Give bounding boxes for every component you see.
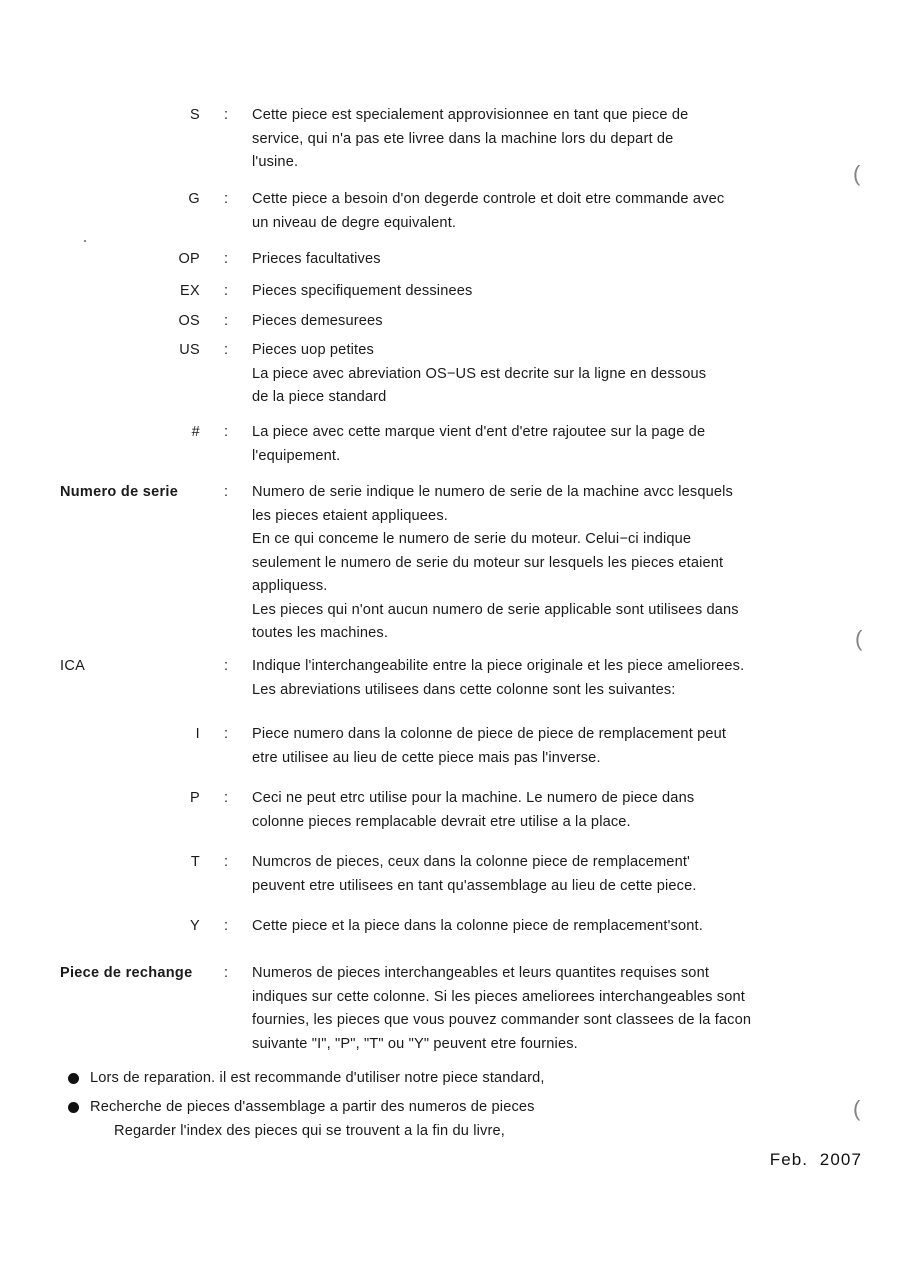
definition-line: Prieces facultatives (252, 251, 381, 267)
definition-body (252, 104, 850, 175)
definition-body (252, 723, 850, 770)
footer-date: Feb. 2007 (769, 1150, 862, 1169)
definition-line: peuvent etre utilisees en tant qu'assemblage au lieu de cette piece. (252, 877, 697, 894)
definition-label: OP (178, 251, 200, 267)
definition-colon: : (223, 484, 229, 500)
definition-label: T (190, 854, 200, 870)
definition-colon: : (223, 965, 229, 981)
definition-line: les pieces etaient appliquees. (252, 507, 448, 524)
definition-body (252, 962, 860, 1056)
bullet-filled-circle-icon (68, 1067, 90, 1091)
definition-row-i (60, 723, 850, 770)
definition-line: Ceci ne peut etrc utilise pour la machine. Le numero de piece dans (252, 790, 695, 806)
definition-line: Cette piece est specialement approvisionnee en tant que piece de (252, 107, 689, 123)
definition-line: Cette piece a besoin d'on degerde controle et doit etre commande avec (252, 191, 725, 207)
definition-label: ICA (60, 658, 86, 674)
scan-artifact-mark: ( (853, 161, 861, 186)
note-line: Recherche de pieces d'assemblage a partir des numeros de pieces (90, 1099, 535, 1115)
definition-line: appliquess. (252, 578, 328, 594)
definition-row-op (60, 248, 850, 272)
note-body (90, 1067, 848, 1091)
definition-colon: : (223, 726, 229, 742)
definition-colon: : (223, 283, 229, 299)
definition-line: toutes les machines. (252, 625, 389, 641)
definition-line: Pieces demesurees (252, 313, 383, 329)
definition-body (252, 248, 850, 272)
definition-colon: : (223, 854, 229, 870)
definition-line: Pieces specifiquement dessinees (252, 283, 473, 299)
definition-body (252, 339, 850, 410)
definition-row-s (60, 104, 850, 175)
definition-label: S (190, 107, 200, 123)
definition-body (252, 188, 850, 235)
definition-line: Pieces uop petites (252, 342, 374, 358)
definition-line: Numero de serie indique le numero de serie de la machine avcc lesquels (252, 484, 733, 500)
scan-artifact-mark: ( (853, 1096, 861, 1121)
definition-line: colonne pieces remplacable devrait etre utilise a la place. (252, 813, 631, 830)
note-item (68, 1096, 848, 1143)
definition-line: La piece avec cette marque vient d'ent d'etre rajoutee sur la page de (252, 424, 706, 440)
definition-line: Indique l'interchangeabilite entre la piece originale et les piece ameliorees. (252, 658, 745, 674)
definition-colon: : (223, 313, 229, 329)
definition-line: En ce qui conceme le numero de serie du moteur. Celui−ci indique (252, 531, 692, 547)
definition-row-ex (60, 280, 850, 304)
definition-colon: : (223, 107, 229, 123)
definition-line: de la piece standard (252, 389, 387, 405)
definition-row-piece-de-rechange (60, 962, 860, 1056)
definition-line: seulement le numero de serie du moteur sur lesquels les pieces etaient (252, 554, 724, 571)
definition-row-p (60, 787, 850, 834)
definition-label: Y (190, 918, 200, 934)
note-line: Lors de reparation. il est recommande d'utiliser notre piece standard, (90, 1070, 545, 1086)
definition-colon: : (223, 424, 229, 440)
definition-label: US (179, 342, 200, 358)
definition-colon: : (223, 658, 229, 674)
definition-row-numero-de-serie (60, 481, 860, 646)
definition-line: Numeros de pieces interchangeables et leurs quantites requises sont (252, 965, 710, 981)
definition-body (252, 787, 850, 834)
definition-row-g (60, 188, 850, 235)
definition-body (252, 481, 860, 646)
definition-label: P (190, 790, 200, 806)
definition-colon: : (223, 251, 229, 267)
definition-line: Les abreviations utilisees dans cette colonne sont les suivantes: (252, 681, 676, 698)
definition-label: Piece de rechange (60, 965, 193, 981)
definition-row-y (60, 915, 850, 939)
definition-body (252, 851, 850, 898)
definition-colon: : (223, 342, 229, 358)
definition-line: suivante "I", "P", "T" ou "Y" peuvent etre fournies. (252, 1035, 578, 1052)
definition-line: etre utilisee au lieu de cette piece mais pas l'inverse. (252, 749, 601, 766)
definition-label: Numero de serie (60, 484, 179, 500)
definition-line: un niveau de degre equivalent. (252, 214, 457, 231)
definition-label: G (188, 191, 200, 207)
definition-line: indiques sur cette colonne. Si les pieces ameliorees interchangeables sont (252, 988, 745, 1005)
definition-label: OS (178, 313, 200, 329)
definition-line: Numcros de pieces, ceux dans la colonne piece de remplacement' (252, 854, 690, 870)
scan-speck (84, 240, 86, 242)
definition-body (252, 280, 850, 304)
definition-colon: : (223, 918, 229, 934)
definition-line: Piece numero dans la colonne de piece de piece de remplacement peut (252, 726, 727, 742)
definition-line: Les pieces qui n'ont aucun numero de serie applicable sont utilisees dans (252, 601, 739, 618)
bullet-filled-circle-icon (68, 1096, 90, 1120)
definition-label: I (195, 726, 200, 742)
definition-label: # (191, 424, 200, 440)
definition-body (252, 421, 850, 468)
definition-label: EX (180, 283, 200, 299)
definition-body (252, 310, 850, 334)
definition-body (252, 655, 860, 702)
definition-row-ica (60, 655, 860, 702)
definition-line: service, qui n'a pas ete livree dans la machine lors du depart de (252, 130, 674, 147)
note-item (68, 1067, 848, 1091)
definition-row-us (60, 339, 850, 410)
definition-line: l'equipement. (252, 447, 341, 464)
note-body (90, 1096, 848, 1143)
definition-line: Cette piece et la piece dans la colonne piece de remplacement'sont. (252, 918, 703, 934)
definition-colon: : (223, 790, 229, 806)
definition-line: fournies, les pieces que vous pouvez commander sont classees de la facon (252, 1012, 752, 1028)
definition-row-hash (60, 421, 850, 468)
definition-body (252, 915, 850, 939)
note-line: Regarder l'index des pieces qui se trouvent a la fin du livre, (114, 1122, 505, 1139)
definition-line: La piece avec abreviation OS−US est decrite sur la ligne en dessous (252, 365, 707, 382)
definition-colon: : (223, 191, 229, 207)
definition-line: l'usine. (252, 154, 299, 170)
definition-row-t (60, 851, 850, 898)
definition-row-os (60, 310, 850, 334)
scan-artifact-mark: ( (855, 626, 863, 651)
